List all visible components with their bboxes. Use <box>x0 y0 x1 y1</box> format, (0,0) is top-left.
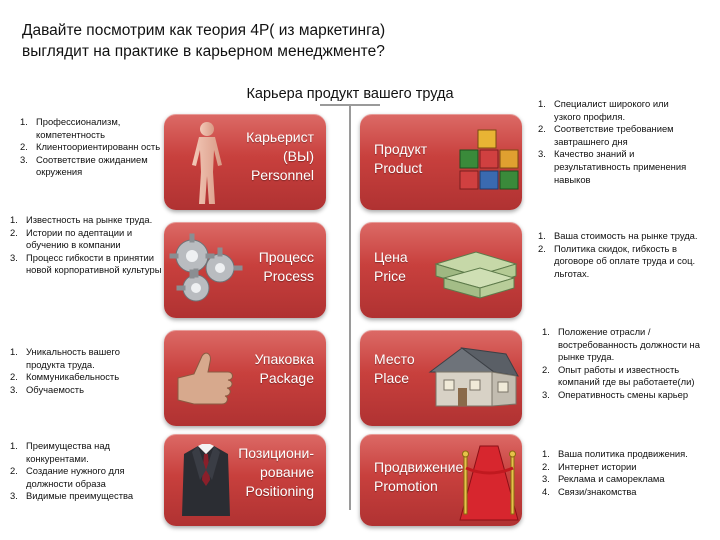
list-item <box>538 98 698 123</box>
tile-process-label <box>259 248 314 286</box>
tile-process <box>164 222 326 318</box>
tile-product <box>360 114 522 210</box>
personnel-list <box>20 116 162 179</box>
tile-price-line2: Price <box>374 268 406 284</box>
red-carpet-icon <box>458 438 522 524</box>
tile-positioning-line2: рование <box>260 464 314 480</box>
tile-promotion-line1: Продвижение <box>374 459 464 475</box>
list-item-number: 3. <box>10 383 18 395</box>
list-item-number: 3. <box>542 388 550 400</box>
tile-place-line2: Place <box>374 370 410 386</box>
list-item-number: 1. <box>542 326 550 337</box>
list-item <box>538 230 698 243</box>
list-item-text: Связи/знакомства <box>558 485 637 497</box>
list-item-text: Коммуникабельность <box>26 371 120 383</box>
list-item-number: 2. <box>10 465 18 477</box>
tile-positioning-line1: Позициони- <box>238 445 314 461</box>
connector-top <box>320 104 380 106</box>
list-item-text: Уникальность вашего продукта труда. <box>26 346 120 370</box>
page-title <box>22 20 582 62</box>
list-item <box>542 364 704 389</box>
tile-package-line2: Package <box>259 370 314 386</box>
list-item-number: 2. <box>538 242 546 254</box>
list-item-text: Политика скидок, гибкость в договоре об оплате труда и соц. льготах. <box>554 242 696 279</box>
gears-icon <box>168 230 246 308</box>
tile-process-line2: Process <box>263 268 314 284</box>
list-item-number: 3. <box>10 490 18 502</box>
product-list <box>538 98 698 186</box>
list-item-text: Оперативность смены карьер <box>558 388 689 400</box>
package-list <box>10 346 160 396</box>
tile-product-label <box>374 140 427 178</box>
tile-product-line2: Product <box>374 160 423 176</box>
list-item-text: Клиентоориентированн ость <box>36 141 161 153</box>
tile-price-label <box>374 248 408 286</box>
list-item-number: 3. <box>10 251 18 263</box>
tile-product-line1: Продукт <box>374 141 428 157</box>
list-item <box>10 384 160 397</box>
list-item-text: Положение отрасли /востребованность должности на рынке труда. <box>558 326 700 363</box>
list-item-text: Ваша стоимость на рынке труда. <box>554 230 698 241</box>
list-item-number: 1. <box>538 98 546 109</box>
list-item <box>10 252 162 277</box>
list-item <box>20 141 162 154</box>
tile-process-line1: Процесс <box>258 249 314 265</box>
alphabet-blocks-icon <box>456 128 520 194</box>
tile-price <box>360 222 522 318</box>
connector-trunk <box>349 104 351 510</box>
human-figure-icon <box>182 120 232 206</box>
list-item-number: 2. <box>20 141 28 153</box>
tile-positioning-line3: Positioning <box>245 483 314 499</box>
list-item-number: 1. <box>20 116 28 127</box>
list-item <box>10 440 162 465</box>
list-item-number: 1. <box>10 440 18 451</box>
list-item <box>538 148 698 186</box>
list-item-number: 3. <box>20 153 28 165</box>
list-item-text: Реклама и самореклама <box>558 473 665 485</box>
house-icon <box>422 338 522 412</box>
list-item-text: Соответствие требованием завтрашнего дня <box>554 123 674 147</box>
list-item-text: Ваша политика продвижения. <box>558 448 688 459</box>
list-item-text: Известность на рынке труда. <box>26 214 153 225</box>
tile-personnel-line3: Personnel <box>250 167 314 183</box>
tile-place-line1: Место <box>374 351 415 367</box>
list-item <box>10 227 162 252</box>
money-stacks-icon <box>430 242 522 300</box>
list-item <box>542 461 704 474</box>
list-item-number: 3. <box>542 473 550 485</box>
list-item-number: 2. <box>538 123 546 135</box>
process-list <box>10 214 162 277</box>
list-item-number: 2. <box>542 363 550 375</box>
list-item-text: Интернет истории <box>558 460 637 472</box>
tile-price-line1: Цена <box>374 249 408 265</box>
tile-personnel-line1: Карьерист <box>246 129 314 145</box>
promotion-list <box>542 448 704 498</box>
tile-package-line1: Упаковка <box>254 351 314 367</box>
list-item-text: Видимые преимущества <box>26 490 134 502</box>
list-item-text: Опыт работы и известность компаний где вы работаете(ли) <box>558 363 695 388</box>
list-item-text: Создание нужного для должности образа <box>26 465 125 489</box>
list-item-text: Специалист широкого или узкого профиля. <box>554 98 669 122</box>
list-item-number: 3. <box>538 148 546 160</box>
list-item <box>542 473 704 486</box>
tile-promotion-line2: Promotion <box>374 478 438 494</box>
tile-positioning-label <box>238 444 314 501</box>
list-item <box>10 346 160 371</box>
list-item-text: Обучаемость <box>26 383 84 395</box>
place-list <box>542 326 704 402</box>
list-item-number: 1. <box>538 230 546 241</box>
list-item-number: 2. <box>10 226 18 238</box>
tile-personnel-label <box>246 128 314 185</box>
list-item-text: Истории по адептации и обучению в компании <box>26 226 133 251</box>
tile-place <box>360 330 522 426</box>
list-item <box>542 326 704 364</box>
tile-place-label <box>374 350 415 388</box>
list-item-text: Соответствие ожиданием окружения <box>36 153 148 178</box>
list-item <box>10 214 162 227</box>
positioning-list <box>10 440 162 503</box>
tile-personnel-line2: (ВЫ) <box>282 148 314 164</box>
tile-positioning <box>164 434 326 526</box>
list-item-number: 2. <box>542 460 550 472</box>
list-item-text: Профессионализм, компетентность <box>36 116 121 140</box>
list-item <box>542 389 704 402</box>
tile-personnel <box>164 114 326 210</box>
list-item-text: Процесс гибкости в принятии новой корпоративной культуры <box>26 251 162 276</box>
list-item <box>20 154 162 179</box>
thumbs-up-icon <box>172 348 238 410</box>
list-item-number: 1. <box>10 214 18 225</box>
title-line-2: выглядит на практике в карьерном менеджменте? <box>22 43 385 60</box>
diagram-subtitle: Карьера продукт вашего труда <box>246 86 454 102</box>
list-item <box>10 371 160 384</box>
tile-package-label <box>255 350 314 388</box>
list-item <box>10 465 162 490</box>
tile-promotion-label <box>374 458 463 496</box>
list-item <box>538 243 698 281</box>
list-item <box>542 448 704 461</box>
list-item <box>10 490 162 503</box>
tile-package <box>164 330 326 426</box>
list-item <box>542 486 704 499</box>
list-item-text: Преимущества над конкурентами. <box>26 440 110 464</box>
tile-promotion <box>360 434 522 526</box>
list-item-number: 2. <box>10 371 18 383</box>
price-list <box>538 230 698 280</box>
list-item-number: 4. <box>542 485 550 497</box>
list-item-text: Качество знаний и результативность применения навыков <box>554 148 687 185</box>
list-item-number: 1. <box>542 448 550 459</box>
title-line-1: Давайте посмотрим как теория 4Р( из маркетинга) <box>22 22 386 39</box>
business-suit-icon <box>178 440 234 520</box>
list-item <box>538 123 698 148</box>
list-item <box>20 116 162 141</box>
list-item-number: 1. <box>10 346 18 357</box>
